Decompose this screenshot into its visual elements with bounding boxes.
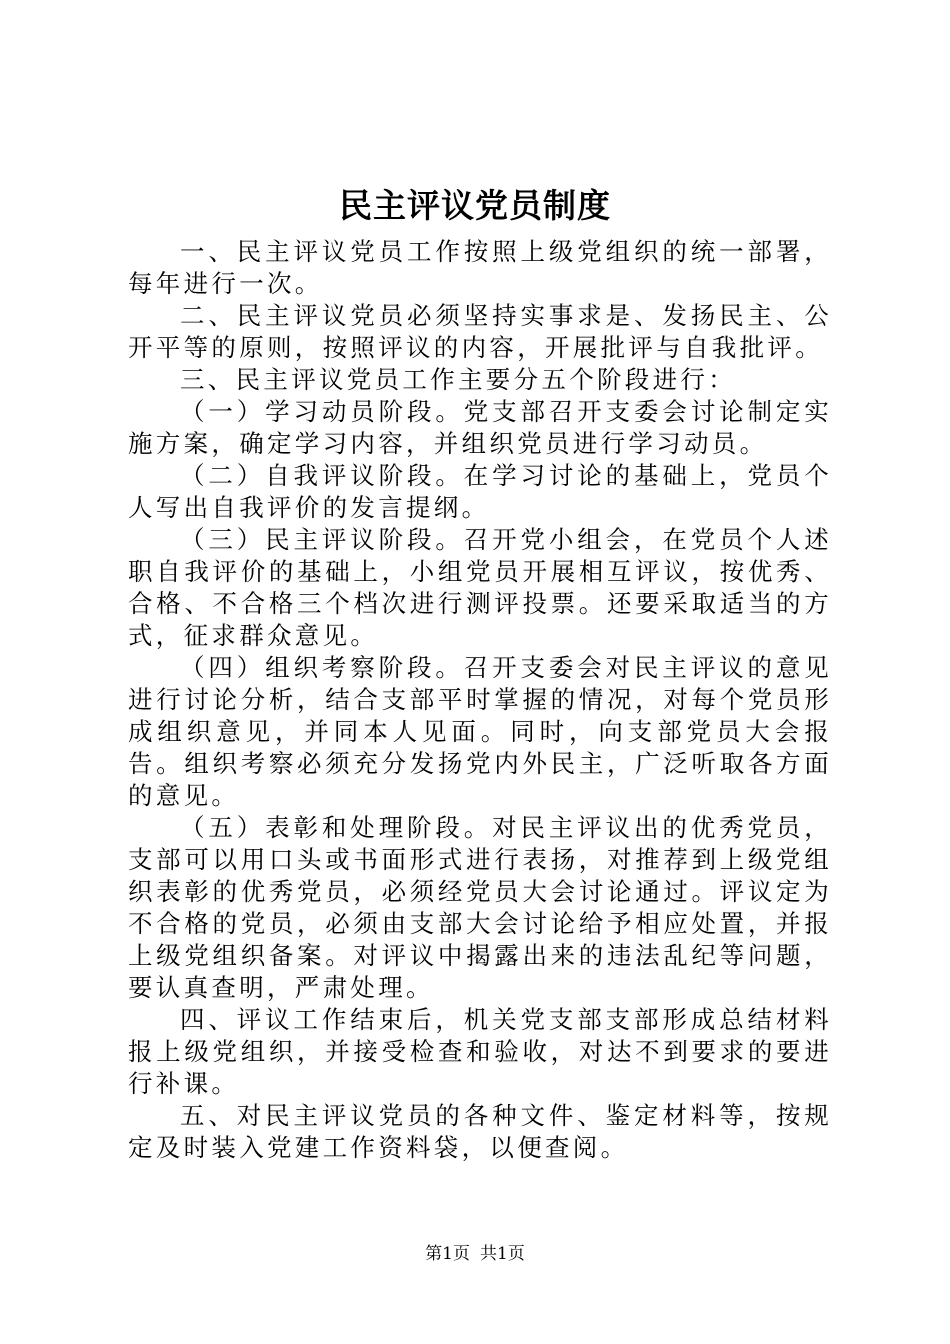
page-footer	[0, 1243, 950, 1265]
paragraph-2: 二、民主评议党员必须坚持实事求是、发扬民主、公开平等的原则，按照评议的内容，开展批评与自我批评。	[128, 301, 832, 362]
paragraph-stage-2: （二）自我评议阶段。在学习讨论的基础上，党员个人写出自我评价的发言提纲。	[128, 461, 832, 522]
paragraph-3: 三、民主评议党员工作主要分五个阶段进行：	[180, 365, 736, 394]
page-number: 第1页	[425, 1244, 470, 1264]
paragraph-stage-1: （一）学习动员阶段。党支部召开支委会讨论制定实施方案，确定学习内容，并组织党员进行学习动员。	[128, 397, 832, 458]
paragraph-stage-3: （三）民主评议阶段。召开党小组会，在党员个人述职自我评价的基础上，小组党员开展相互评议，按优秀、合格、不合格三个档次进行测评投票。还要采取适当的方式，征求群众意见。	[128, 525, 832, 650]
document-body	[128, 236, 832, 1164]
paragraph-4: 四、评议工作结束后，机关党支部支部形成总结材料报上级党组织，并接受检查和验收，对达不到要求的要进行补课。	[128, 1005, 832, 1098]
paragraph-stage-5: （五）表彰和处理阶段。对民主评议出的优秀党员，支部可以用口头或书面形式进行表扬，对推荐到上级党组织表彰的优秀党员，必须经党员大会讨论通过。评议定为不合格的党员，必须由支部大会讨论给予相应处置，并报上级党组织备案。对评议中揭露出来的违法乱纪等问题，要认真查明，严肃处理。	[128, 813, 832, 1002]
paragraph-stage-4: （四）组织考察阶段。召开支委会对民主评议的意见进行讨论分析，结合支部平时掌握的情况，对每个党员形成组织意见，并同本人见面。同时，向支部党员大会报告。组织考察必须充分发扬党内外民主，广泛听取各方面的意见。	[128, 653, 832, 810]
paragraph-1: 一、民主评议党员工作按照上级党组织的统一部署，每年进行一次。	[128, 237, 832, 298]
paragraph-5: 五、对民主评议党员的各种文件、鉴定材料等，按规定及时装入党建工作资料袋，以便查阅。	[128, 1101, 832, 1162]
document-title: 民主评议党员制度	[339, 186, 611, 225]
page-total: 共1页	[480, 1244, 525, 1264]
